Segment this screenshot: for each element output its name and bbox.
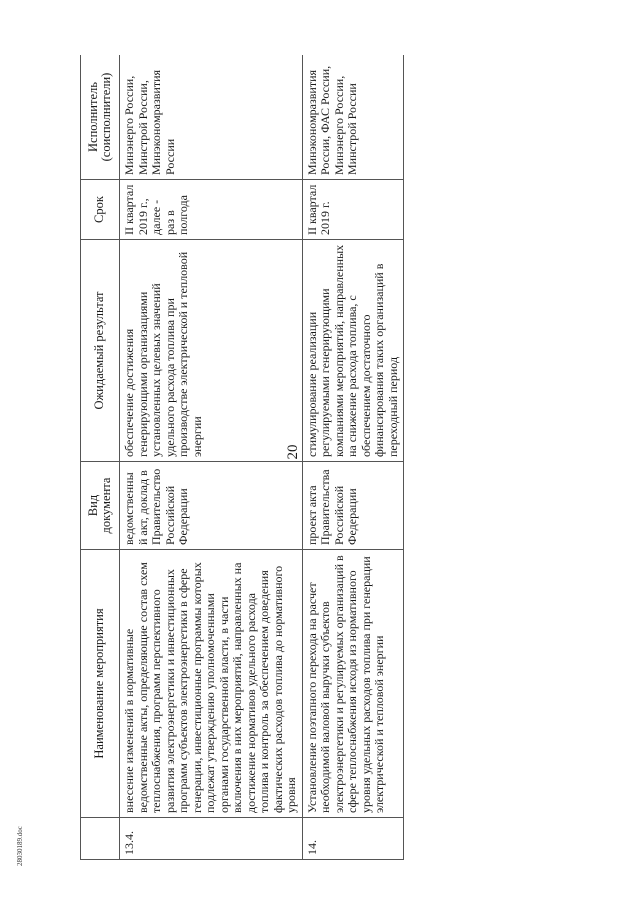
executor: Минэнерго России, Минстрой России, Минэкономразвития России bbox=[120, 55, 303, 180]
expected-result: обеспечение достижения генерирующими организациями установленных целевых значений удельного расхода топлива при производстве электрической и тепловой энергии bbox=[120, 240, 303, 462]
table-row bbox=[120, 55, 303, 860]
rotated-table bbox=[80, 55, 570, 860]
document-file-id: 28030189.doc bbox=[16, 826, 24, 866]
measures-table bbox=[80, 55, 404, 860]
header-expected-result: Ожидаемый результат bbox=[81, 240, 120, 462]
table-header-row bbox=[81, 55, 120, 860]
expected-result: стимулирование реализации регулируемыми генерирующими компаниями мероприятий, направленных на снижение расхода топлива, с обеспечением достаточного финансирования таких организаций в переходный период bbox=[302, 240, 404, 462]
header-number bbox=[81, 818, 120, 860]
executor: Минэкономразвития России, ФАС России, Минэнерго России, Минстрой России bbox=[302, 55, 404, 180]
measures-table-container bbox=[80, 55, 570, 860]
document-type: ведомственный акт, доклад в Правительство Российской Федерации bbox=[120, 462, 303, 550]
document-type: проект акта Правительства Российской Федерации bbox=[302, 462, 404, 550]
row-number: 13.4. bbox=[120, 818, 303, 860]
measure-name: Установление поэтапного перехода на расчет необходимой валовой выручки субъектов электроэнергетики и регулируемых организаций в сфере теплоснабжения исходя из нормативного уровня удельных расходов топлива при генерации электрической и тепловой энергии bbox=[302, 550, 404, 818]
deadline: II квартал 2019 г. bbox=[302, 180, 404, 240]
header-executor: Исполнитель (соисполнители) bbox=[81, 55, 120, 180]
page-number: 20 bbox=[285, 444, 301, 460]
table-row bbox=[302, 55, 404, 860]
header-measure-name: Наименование мероприятия bbox=[81, 550, 120, 818]
header-document-type: Вид документа bbox=[81, 462, 120, 550]
measure-name: внесение изменений в нормативные ведомственные акты, определяющие состав схем теплоснабжения, программ перспективного развития электроэнергетики и инвестиционных программ субъектов электроэнергетики в сфере генерации, инвестиционные программы которых подлежат утверждению уполномоченными органами государственной власти, в части включения в них мероприятий, направленных на достижение нормативов удельного расхода топлива и контроль за обеспечением доведения фактических расходов топлива до нормативного уровня bbox=[120, 550, 303, 818]
header-deadline: Срок bbox=[81, 180, 120, 240]
row-number: 14. bbox=[302, 818, 404, 860]
deadline: II квартал 2019 г., далее - раз в полгода bbox=[120, 180, 303, 240]
